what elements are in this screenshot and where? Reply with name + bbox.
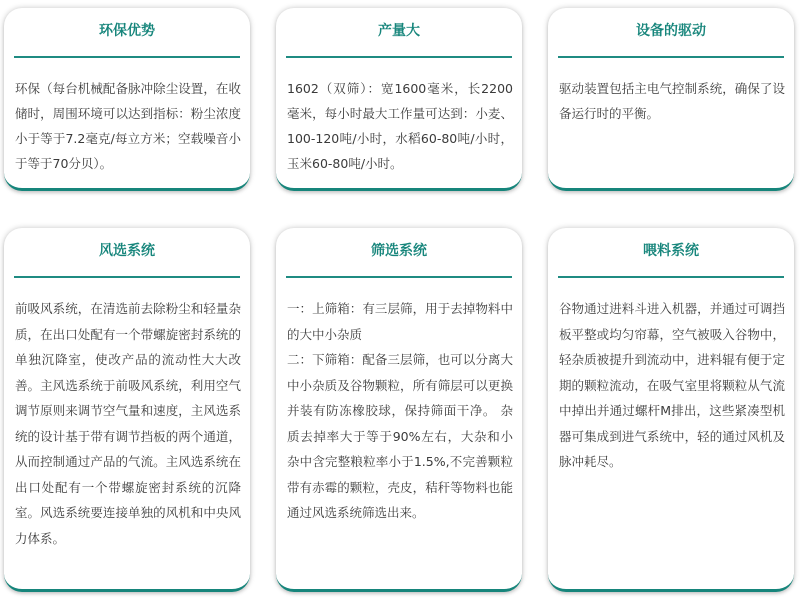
card-title: 喂料系统 [643, 243, 699, 259]
card-body [15, 296, 241, 551]
card-feeding-system [548, 228, 794, 592]
card-body [15, 76, 241, 176]
card-body [559, 296, 785, 475]
card-paragraph: 驱动装置包括主电气控制系统，确保了设备运行时的平衡。 [559, 81, 785, 121]
card-body [559, 76, 785, 126]
card-paragraph: 谷物通过进料斗进入机器，并通过可调挡板平整或均匀帘幕，空气被吸入谷物中，轻杂质被提升到流动中，进料辊有便于定期的颗粒流动，在吸气室里将颗粒从气流中掉出并通过螺杆M排出，这些紧凑型机器可集成到进气系统中，轻的通过风机及脉冲耗尽。 [559, 301, 785, 469]
card-body [287, 296, 513, 526]
card-paragraph: 前吸风系统，在清选前去除粉尘和轻量杂质，在出口处配有一个带螺旋密封系统的单独沉降室，使改产品的流动性大大改善。主风选系统于前吸风系统，利用空气调节原则来调节空气量和速度，主风选系统的设计基于带有调节挡板的两个通道，从而控制通过产品的气流。主风选系统在出口处配有一个带螺旋密封系统的沉降室。风选系统要连接单独的风机和中央风力体系。 [15, 301, 241, 546]
title-divider [286, 56, 512, 58]
card-body [287, 76, 513, 176]
title-divider [286, 276, 512, 278]
card-paragraph: 环保（每台机械配备脉冲除尘设置，在收储时，周围环境可以达到指标：粉尘浓度小于等于7.2毫克/每立方米；空载噪音小于等于70分贝）。 [15, 81, 241, 171]
card-equipment-drive [548, 8, 794, 191]
card-title: 产量大 [378, 23, 420, 39]
title-divider [558, 56, 784, 58]
card-title: 环保优势 [99, 23, 155, 39]
card-environmental-advantage [4, 8, 250, 191]
card-air-separation-system [4, 228, 250, 592]
title-divider [14, 276, 240, 278]
card-title: 设备的驱动 [636, 23, 706, 39]
title-divider [558, 276, 784, 278]
card-screening-system [276, 228, 522, 592]
card-high-output [276, 8, 522, 191]
card-paragraph: 1602（双筛）：宽1600毫米，长2200毫米，每小时最大工作量可达到：小麦、100-120吨/小时，水稻60-80吨/小时，玉米60-80吨/小时。 [287, 81, 513, 171]
title-divider [14, 56, 240, 58]
card-title: 筛选系统 [371, 243, 427, 259]
card-title: 风选系统 [99, 243, 155, 259]
card-paragraph: 二：下筛箱：配备三层筛，也可以分离大中小杂质及谷物颗粒，所有筛层可以更换并装有防冻橡胶球，保持筛面干净。 杂质去掉率大于等于90%左右，大杂和小杂中含完整粮粒率小于1.5%,不完善颗粒带有赤霉的颗粒，壳皮，秸秆等物料也能通过风选系统筛选出来。 [287, 352, 513, 520]
card-paragraph: 一：上筛箱：有三层筛，用于去掉物料中的大中小杂质 [287, 301, 513, 342]
